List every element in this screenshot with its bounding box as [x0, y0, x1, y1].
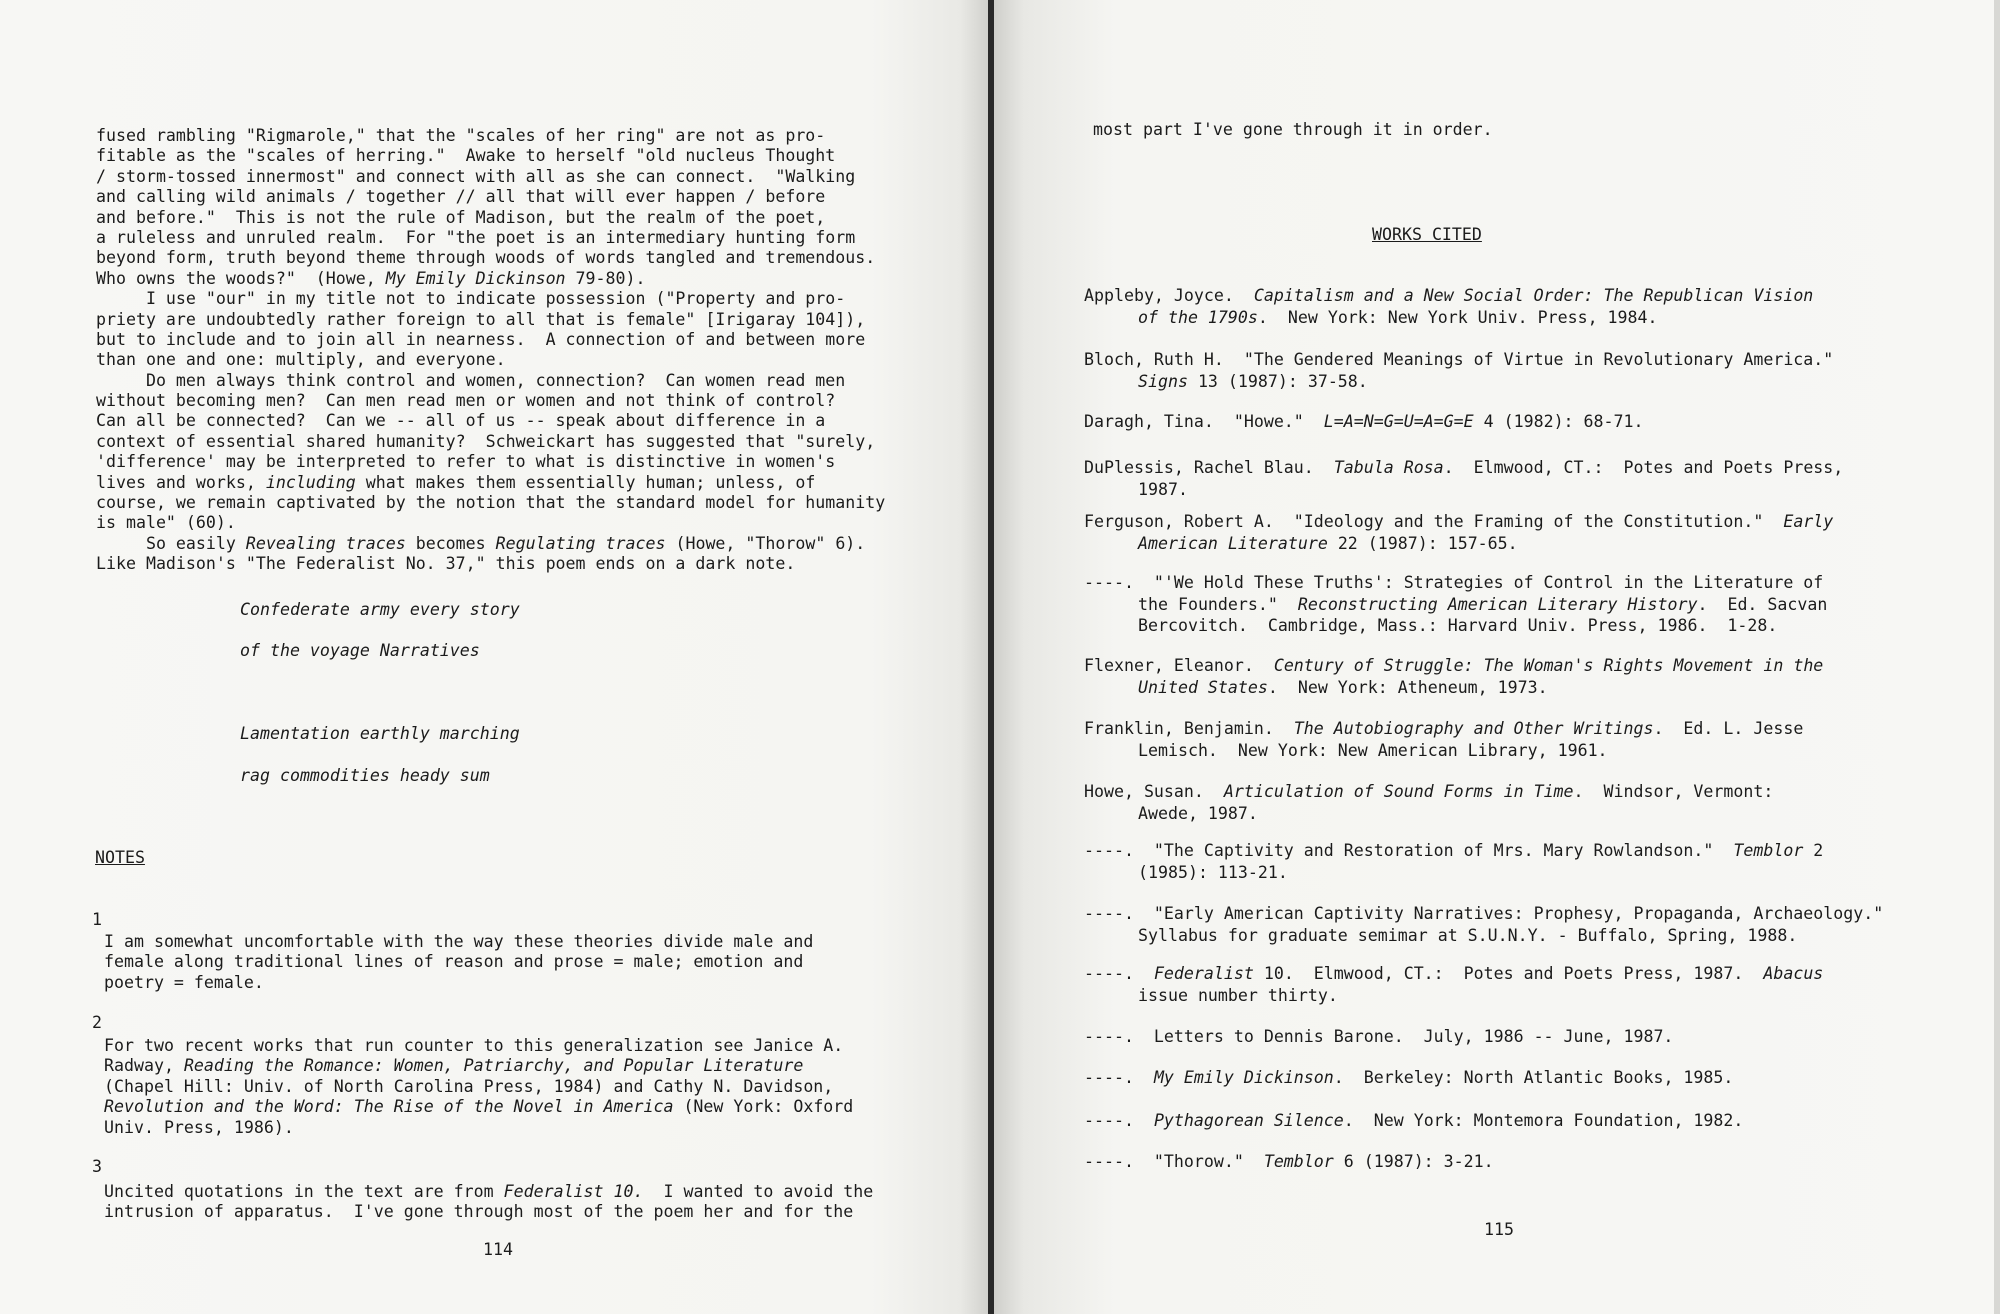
text-run: 2 — [1803, 841, 1824, 860]
left-body-text — [96, 126, 885, 575]
italic-run: Reconstructing American Literary History — [1297, 594, 1698, 614]
italic-run: United States — [1138, 677, 1268, 697]
body-line — [96, 452, 885, 472]
note-line — [104, 1202, 873, 1222]
italic-run: L=A=N=G=U=A=G=E — [1323, 412, 1474, 431]
body-line — [96, 330, 885, 350]
text-run: and calling wild animals / together // all that will ever happen / before — [96, 187, 826, 207]
entry-line — [1084, 925, 1883, 947]
body-line — [96, 208, 885, 228]
entry-line — [1084, 349, 1833, 371]
works-cited-heading: WORKS CITED — [1372, 225, 1482, 244]
works-cited-entry — [1084, 781, 1773, 824]
note-line — [104, 932, 813, 952]
note-line — [104, 1182, 873, 1202]
body-line — [96, 534, 885, 554]
text-run: but to include and to join all in nearness. A connection of and between more — [96, 329, 866, 349]
text-run: fused rambling "Rigmarole," that the "scales of her ring" are not as pro- — [96, 126, 826, 145]
notes-heading: NOTES — [95, 848, 145, 867]
text-run: . New York: New York Univ. Press, 1984. — [1257, 307, 1658, 327]
entry-line — [1084, 740, 1803, 762]
italic-run: Regulating traces — [495, 533, 666, 553]
works-cited-entry — [1084, 1151, 1494, 1173]
body-line — [96, 432, 885, 452]
entry-line — [1084, 511, 1833, 533]
text-run: Uncited quotations in the text are from — [104, 1182, 504, 1201]
text-run: . Elmwood, CT.: Potes and Poets Press, — [1443, 458, 1844, 477]
text-run: . New York: Montemora Foundation, 1982. — [1343, 1111, 1744, 1130]
italic-run: Temblor — [1733, 841, 1804, 860]
page-edge — [1994, 0, 2000, 1314]
text-run: issue number thirty. — [1138, 985, 1338, 1005]
text-run: Univ. Press, 1986). — [104, 1117, 294, 1137]
text-run: Daragh, Tina. "Howe." — [1084, 412, 1324, 431]
text-run: Ferguson, Robert A. "Ideology and the Framing of the Constitution." — [1084, 512, 1784, 531]
body-line — [96, 391, 885, 411]
italic-run: Temblor — [1263, 1152, 1334, 1171]
italic-run: American Literature — [1138, 533, 1328, 553]
italic-run: Federalist — [1153, 964, 1254, 983]
body-line — [96, 126, 885, 146]
text-run: Can all be connected? Can we -- all of us -- speak about difference in a — [96, 411, 826, 431]
text-run: ----. "Thorow." — [1084, 1152, 1264, 1171]
entry-line — [1084, 840, 1823, 862]
text-run: ----. "Early American Captivity Narratives: Prophesy, Propaganda, Archaeology." — [1084, 904, 1884, 923]
entry-line — [1084, 457, 1843, 479]
works-cited-entry — [1084, 963, 1823, 1006]
text-run: Syllabus for graduate semimar at S.U.N.Y. - Buffalo, Spring, 1988. — [1138, 925, 1798, 945]
text-run: ----. "'We Hold These Truths': Strategies of Control in the Literature of — [1084, 573, 1824, 592]
text-run: fitable as the "scales of herring." Awake to herself "old nucleus Thought — [96, 146, 836, 166]
italic-run: Early — [1783, 512, 1834, 531]
text-run: Bercovitch. Cambridge, Mass.: Harvard Univ. Press, 1986. 1-28. — [1138, 616, 1778, 635]
text-run: female along traditional lines of reason and prose = male; emotion and — [104, 952, 804, 972]
text-run: beyond form, truth beyond theme through woods of words tangled and tremendous. — [96, 248, 876, 268]
note-line — [104, 952, 813, 972]
works-cited-entry — [1084, 511, 1833, 554]
text-run: . Windsor, Vermont: — [1573, 782, 1774, 801]
note-number: 2 — [92, 1013, 102, 1032]
note-line — [104, 1077, 853, 1097]
italic-run: Pythagorean Silence — [1153, 1111, 1344, 1130]
entry-line — [1084, 655, 1823, 677]
italic-run: Century of Struggle: The Woman's Rights Movement in the — [1273, 656, 1824, 675]
text-run: priety are undoubtedly rather foreign to all that is female" [Irigaray 104]), — [96, 309, 866, 329]
text-run: course, we remain captivated by the notion that the standard model for humanity — [96, 493, 886, 513]
left-page — [0, 0, 990, 1314]
text-run: (1985): 113-21. — [1138, 862, 1288, 882]
body-line — [96, 310, 885, 330]
body-line — [96, 228, 885, 248]
text-run: I am somewhat uncomfortable with the way these theories divide male and — [104, 932, 814, 951]
entry-line — [1084, 985, 1823, 1007]
note-line — [104, 1118, 853, 1138]
entry-line — [1084, 1067, 1733, 1089]
entry-line — [1084, 1151, 1494, 1173]
text-run: 1987. — [1138, 479, 1188, 499]
entry-line — [1084, 479, 1843, 501]
italic-run: Capitalism and a New Social Order: The Republican Vision — [1253, 286, 1814, 305]
text-run: . Berkeley: North Atlantic Books, 1985. — [1333, 1068, 1734, 1087]
poem-line: Lamentation earthly marching — [240, 724, 520, 743]
works-cited-entry — [1084, 285, 1813, 328]
works-cited-entry — [1084, 1026, 1673, 1048]
entry-line — [1084, 903, 1883, 925]
text-run: without becoming men? Can men read men or women and not think of control? — [96, 391, 836, 411]
text-run: . Ed. L. Jesse — [1653, 719, 1804, 738]
text-run: / storm-tossed innermost" and connect with all as she can connect. "Walking — [96, 166, 856, 186]
text-run: and before." This is not the rule of Madison, but the realm of the poet, — [96, 207, 826, 227]
italic-run: Abacus — [1763, 964, 1824, 983]
works-cited-entry — [1084, 655, 1823, 698]
text-run: 79-80). — [565, 268, 646, 288]
text-run: Awede, 1987. — [1138, 803, 1258, 823]
text-run: Do men always think control and women, connection? Can women read men — [96, 370, 846, 390]
entry-line — [1084, 677, 1823, 699]
note-number: 1 — [92, 910, 102, 929]
text-run: 13 (1987): 37-58. — [1187, 371, 1368, 391]
text-run: lives and works, — [96, 472, 266, 492]
entry-line — [1084, 307, 1813, 329]
text-run: Howe, Susan. — [1084, 782, 1224, 801]
italic-run: Revolution and the Word: The Rise of the Novel in America — [104, 1097, 674, 1117]
entry-line — [1084, 594, 1827, 616]
text-run: than one and one: multiply, and everyone. — [96, 350, 506, 370]
text-run: (New York: Oxford — [673, 1097, 854, 1117]
entry-line — [1084, 615, 1827, 637]
text-run: 10. Elmwood, CT.: Potes and Poets Press, 1987. — [1253, 964, 1764, 983]
entry-line — [1084, 371, 1833, 393]
entry-line — [1084, 781, 1773, 803]
body-line — [96, 146, 885, 166]
text-run: ----. — [1084, 964, 1154, 983]
works-cited-entry — [1084, 1067, 1733, 1089]
text-run: So easily — [96, 533, 246, 553]
text-run: ----. "The Captivity and Restoration of Mrs. Mary Rowlandson." — [1084, 841, 1734, 860]
text-run: intrusion of apparatus. I've gone through most of the poem her and for the — [104, 1202, 854, 1222]
entry-line — [1084, 963, 1823, 985]
italic-run: My Emily Dickinson — [385, 268, 566, 288]
italic-run: including — [265, 472, 356, 492]
text-run: Radway, — [104, 1056, 184, 1076]
body-line — [96, 269, 885, 289]
note-text — [104, 1182, 873, 1223]
text-run: ----. — [1084, 1111, 1154, 1130]
body-line — [96, 167, 885, 187]
body-line — [96, 371, 885, 391]
italic-run: The Autobiography and Other Writings — [1293, 719, 1654, 738]
text-run: Like Madison's "The Federalist No. 37," this poem ends on a dark note. — [96, 554, 796, 574]
body-line — [96, 473, 885, 493]
note-number: 3 — [92, 1157, 102, 1176]
text-run: context of essential shared humanity? Schweickart has suggested that "surely, — [96, 431, 876, 451]
continuation-line: most part I've gone through it in order. — [1093, 120, 1493, 139]
text-run: For two recent works that run counter to this generalization see Janice A. — [104, 1036, 844, 1055]
entry-line — [1084, 803, 1773, 825]
body-line — [96, 187, 885, 207]
entry-line — [1084, 285, 1813, 307]
text-run: 'difference' may be interpreted to refer to what is distinctive in women's — [96, 452, 836, 472]
body-line — [96, 493, 885, 513]
italic-run: Reading the Romance: Women, Patriarchy, and Popular Literature — [183, 1056, 804, 1076]
italic-run: Tabula Rosa — [1333, 458, 1444, 477]
text-run: 6 (1987): 3-21. — [1333, 1152, 1494, 1171]
entry-line — [1084, 533, 1833, 555]
entry-line — [1084, 862, 1823, 884]
note-line — [104, 1056, 853, 1076]
text-run: a ruleless and unruled realm. For "the poet is an intermediary hunting form — [96, 227, 856, 247]
works-cited-entry — [1084, 718, 1803, 761]
entry-line — [1084, 572, 1827, 594]
text-run: poetry = female. — [104, 972, 264, 992]
italic-run: My Emily Dickinson — [1153, 1068, 1334, 1087]
works-cited-entry — [1084, 572, 1827, 637]
page-number-left: 114 — [483, 1240, 513, 1259]
text-run: 22 (1987): 157-65. — [1327, 533, 1518, 553]
poem-line: Confederate army every story — [240, 600, 520, 619]
poem-line: of the voyage Narratives — [240, 641, 480, 660]
italic-run: Signs — [1138, 371, 1188, 391]
body-line — [96, 289, 885, 309]
note-line — [104, 973, 813, 993]
text-run: becomes — [405, 533, 496, 553]
works-cited-entry — [1084, 411, 1643, 433]
page-number-right: 115 — [1484, 1220, 1514, 1239]
poem-line: rag commodities heady sum — [240, 766, 490, 785]
note-line — [104, 1036, 853, 1056]
body-line — [96, 411, 885, 431]
note-text — [104, 1036, 853, 1138]
text-run: ----. — [1084, 1068, 1154, 1087]
text-run: the Founders." — [1138, 594, 1298, 614]
text-run: . New York: Atheneum, 1973. — [1267, 677, 1548, 697]
text-run: (Chapel Hill: Univ. of North Carolina Press, 1984) and Cathy N. Davidson, — [104, 1076, 834, 1096]
body-line — [96, 248, 885, 268]
italic-run: Articulation of Sound Forms in Time — [1223, 782, 1574, 801]
entry-line — [1084, 1026, 1673, 1048]
text-run: Lemisch. New York: New American Library, 1961. — [1138, 740, 1608, 760]
note-text — [104, 932, 813, 993]
text-run: Franklin, Benjamin. — [1084, 719, 1294, 738]
entry-line — [1084, 1110, 1743, 1132]
italic-run: of the 1790s — [1138, 307, 1258, 327]
text-run: ----. Letters to Dennis Barone. July, 1986 -- June, 1987. — [1084, 1027, 1674, 1046]
text-run: what makes them essentially human; unless, of — [355, 472, 816, 492]
italic-run: Federalist 10. — [503, 1182, 644, 1201]
text-run: Flexner, Eleanor. — [1084, 656, 1274, 675]
body-line — [96, 350, 885, 370]
entry-line — [1084, 411, 1643, 433]
body-line — [96, 554, 885, 574]
works-cited-entry — [1084, 349, 1833, 392]
text-run: 4 (1982): 68-71. — [1473, 412, 1644, 431]
text-run: (Howe, "Thorow" 6). — [665, 533, 866, 553]
works-cited-entry — [1084, 840, 1823, 883]
works-cited-entry — [1084, 457, 1843, 500]
text-run: is male" (60). — [96, 513, 236, 533]
text-run: DuPlessis, Rachel Blau. — [1084, 458, 1334, 477]
note-line — [104, 1097, 853, 1117]
body-line — [96, 513, 885, 533]
text-run: . Ed. Sacvan — [1697, 594, 1828, 614]
entry-line — [1084, 718, 1803, 740]
text-run: I use "our" in my title not to indicate possession ("Property and pro- — [96, 289, 846, 309]
text-run: Who owns the woods?" (Howe, — [96, 268, 386, 288]
works-cited-entry — [1084, 903, 1883, 946]
text-run: I wanted to avoid the — [643, 1182, 874, 1201]
text-run: Bloch, Ruth H. "The Gendered Meanings of Virtue in Revolutionary America." — [1084, 350, 1834, 369]
italic-run: Revealing traces — [245, 533, 406, 553]
works-cited-entry — [1084, 1110, 1743, 1132]
text-run: Appleby, Joyce. — [1084, 286, 1254, 305]
